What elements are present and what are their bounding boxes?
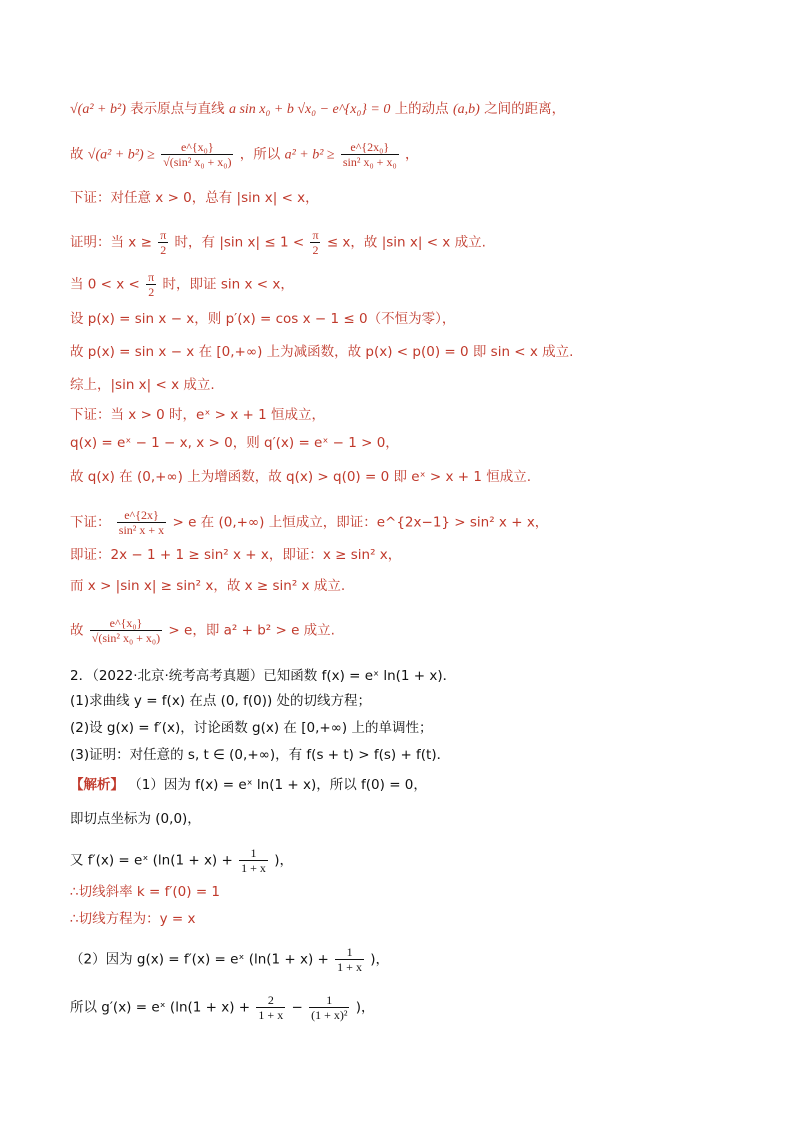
- solution-line-5: ∴切线方程为：y = x: [70, 911, 196, 927]
- line-13: 即证：2x − 1 + 1 ≥ sin² x + x，即证：x ≥ sin² x，: [70, 547, 402, 563]
- text: > e 在 (0,+∞) 上恒成立，即证：e^{2x−1} > sin² x + x，: [172, 514, 549, 531]
- numerator: π: [312, 228, 319, 242]
- fraction: [146, 270, 156, 299]
- question-part-1: (1)求曲线 y = f(x) 在点 (0, f(0)) 处的切线方程；: [70, 693, 372, 709]
- text: 时，即证 sin x < x，: [162, 276, 294, 293]
- text: 故: [70, 146, 84, 163]
- solution-line-7: [70, 993, 375, 1022]
- denominator: 1 + x: [258, 1008, 284, 1022]
- numerator: 2: [267, 993, 274, 1007]
- fraction: [161, 140, 233, 169]
- text: ，: [404, 146, 419, 163]
- text: （2）因为 g(x) = f′(x) = eˣ (ln(1 + x) +: [70, 951, 329, 968]
- line-11: 故 q(x) 在 (0,+∞) 上为增函数，故 q(x) > q(0) = 0 即 eˣ > x + 1 恒成立.: [70, 469, 532, 485]
- line-5: [70, 270, 294, 299]
- text: )，: [370, 951, 390, 968]
- math-point: (a,b): [452, 102, 480, 117]
- line-10: q(x) = eˣ − 1 − x, x > 0，则 q′(x) = eˣ − 1 > 0，: [70, 435, 399, 451]
- fraction: [310, 228, 320, 257]
- line-9: 下证：当 x > 0 时，eˣ > x + 1 恒成立，: [70, 407, 326, 423]
- text: 之间的距离，: [484, 101, 566, 117]
- line-8: 综上，|sin x| < x 成立.: [70, 377, 215, 393]
- text: )，: [274, 852, 293, 869]
- fraction: [158, 228, 168, 257]
- line-3: 下证：对任意 x > 0，总有 |sin x| < x，: [70, 190, 319, 206]
- denominator: 1 + x: [241, 861, 266, 875]
- text: 表示原点与直线: [130, 101, 225, 117]
- line-4: [70, 228, 486, 257]
- question-part-2: (2)设 g(x) = f′(x)，讨论函数 g(x) 在 [0,+∞) 上的单调性；: [70, 720, 433, 736]
- text: 故: [70, 622, 84, 639]
- numerator: 1: [250, 846, 257, 860]
- text: （1）因为 f(x) = eˣ ln(1 + x)，所以 f(0) = 0，: [128, 777, 427, 793]
- fraction: [117, 508, 166, 537]
- numerator: 1: [326, 993, 333, 1007]
- text: 证明：当 x ≥: [70, 234, 152, 251]
- numerator: π: [148, 270, 155, 284]
- text: 时，有 |sin x| ≤ 1 <: [174, 234, 305, 251]
- solution-line-1: [70, 776, 427, 794]
- question-part-3: (3)证明：对任意的 s, t ∈ (0,+∞)，有 f(s + t) > f(s) + f(t)．: [70, 747, 451, 763]
- solution-line-6: [70, 945, 389, 974]
- text: 下证：: [70, 514, 111, 531]
- denominator: 2: [312, 243, 319, 257]
- line-15: [70, 616, 335, 645]
- line-14: 而 x > |sin x| ≥ sin² x，故 x ≥ sin² x 成立.: [70, 578, 346, 594]
- math-line-eq: a sin x₀ + b √x₀ − e^{x₀} = 0: [228, 102, 391, 117]
- numerator: π: [160, 228, 167, 242]
- text: 所以 g′(x) = eˣ (ln(1 + x) +: [70, 999, 251, 1016]
- minus-sign: −: [291, 999, 303, 1016]
- numerator: e^{x₀}: [109, 616, 143, 630]
- text: ≤ x，故 |sin x| < x 成立.: [326, 234, 486, 251]
- fraction: [90, 616, 162, 645]
- numerator: e^{x₀}: [180, 140, 214, 154]
- line-7: 故 p(x) = sin x − x 在 [0,+∞) 上为减函数，故 p(x) < p(0) = 0 即 sin < x 成立.: [70, 344, 574, 360]
- line-2: [70, 140, 418, 169]
- text: > e，即 a² + b² > e 成立.: [168, 622, 335, 639]
- solution-line-2: 即切点坐标为 (0,0)，: [70, 811, 201, 827]
- text: ，所以: [239, 146, 281, 163]
- denominator: sin² x₀ + x₀: [342, 155, 397, 169]
- text: 当 0 < x <: [70, 276, 140, 293]
- numerator: 1: [346, 945, 353, 959]
- text: 又 f′(x) = eˣ (ln(1 + x) +: [70, 852, 233, 869]
- fraction: [341, 140, 399, 169]
- fraction: [309, 993, 349, 1022]
- solution-tag: 【解析】: [70, 777, 124, 793]
- denominator: 2: [160, 243, 167, 257]
- question-title: 2．（2022·北京·统考高考真题）已知函数 f(x) = eˣ ln(1 + x)．: [70, 668, 457, 684]
- line-1: [70, 100, 565, 119]
- math-sum-ineq: a² + b² ≥: [284, 147, 335, 163]
- numerator: e^{2x₀}: [350, 140, 390, 154]
- solution-line-3: [70, 846, 293, 875]
- fraction: [335, 945, 364, 974]
- math-sqrt-ineq: √(a² + b²) ≥: [87, 147, 155, 163]
- denominator: √(sin² x₀ + x₀): [163, 155, 232, 169]
- denominator: 1 + x: [337, 960, 362, 974]
- fraction: [256, 993, 285, 1022]
- fraction: [239, 846, 268, 875]
- denominator: sin² x + x: [118, 523, 165, 537]
- text: 上的动点: [394, 101, 449, 117]
- numerator: e^{2x}: [124, 508, 159, 522]
- denominator: (1 + x)²: [311, 1008, 348, 1022]
- solution-line-4: ∴切线斜率 k = f′(0) = 1: [70, 884, 221, 900]
- line-6: 设 p(x) = sin x − x，则 p′(x) = cos x − 1 ≤ 0（不恒为零），: [70, 311, 456, 327]
- denominator: 2: [148, 285, 155, 299]
- math-sqrt-a2b2: √(a² + b²): [70, 102, 126, 117]
- denominator: √(sin² x₀ + x₀): [91, 631, 161, 645]
- line-12: [70, 508, 548, 537]
- text: )，: [355, 999, 375, 1016]
